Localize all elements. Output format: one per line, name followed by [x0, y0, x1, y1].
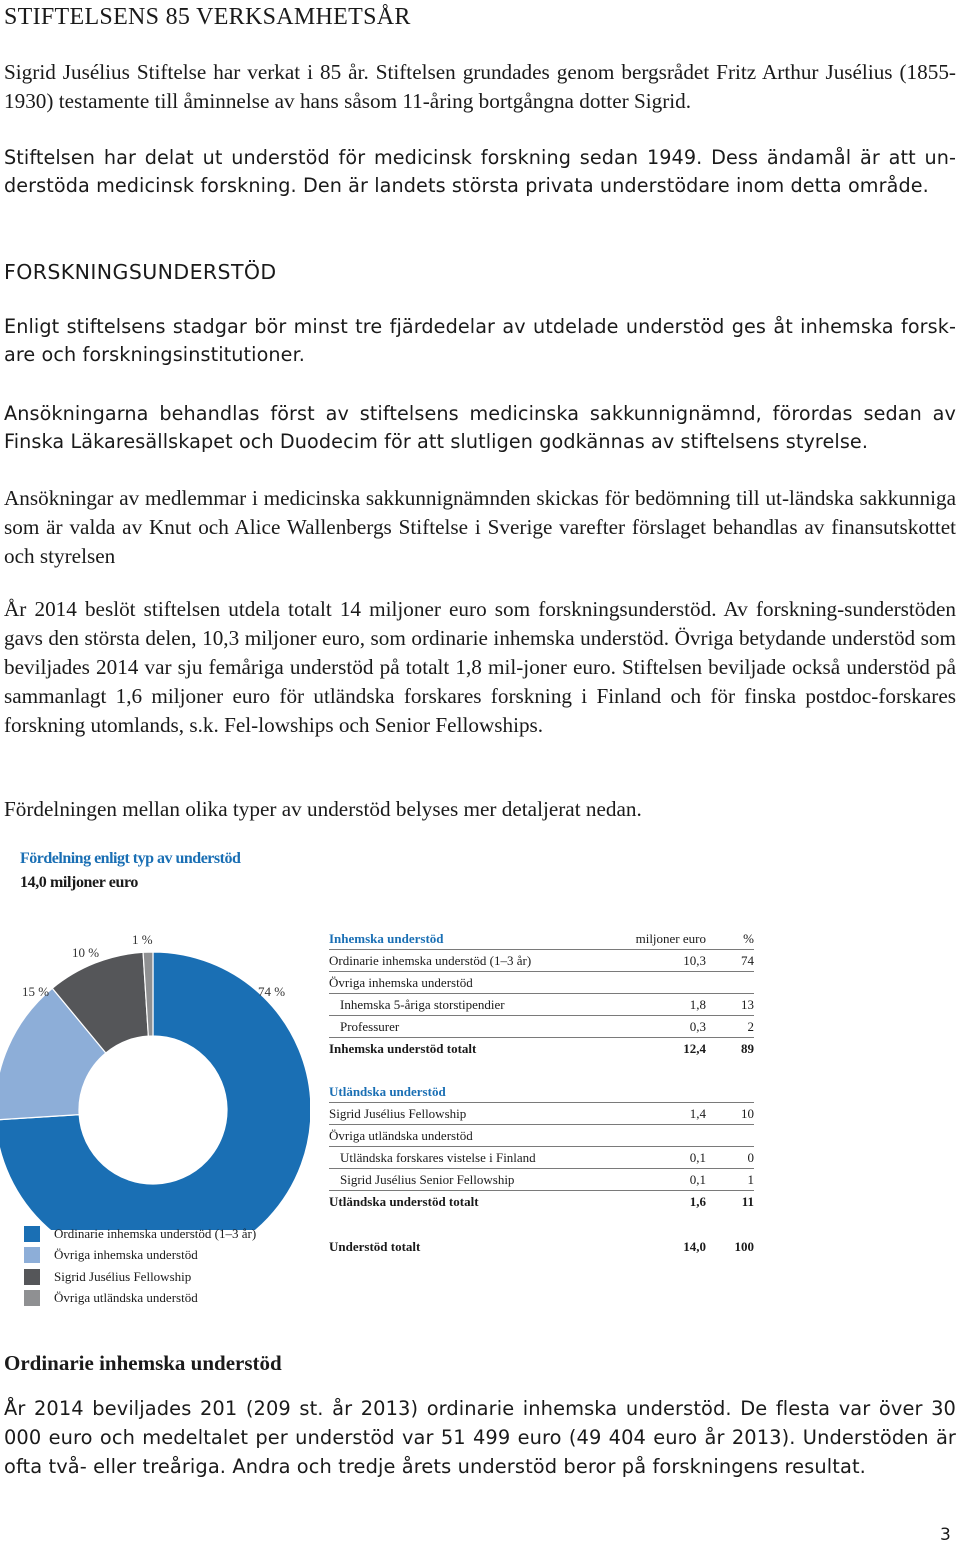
inhemska-total-label: Inhemska understöd totalt	[329, 1040, 477, 1056]
legend-label: Övriga inhemska understöd	[54, 1247, 198, 1263]
row-pct: 2	[706, 1016, 754, 1038]
row-amount	[616, 972, 706, 994]
row-amount: 1,4	[616, 1103, 706, 1125]
inhemska-heading: Inhemska understöd	[329, 928, 616, 950]
legend-item	[24, 1223, 256, 1245]
grand-total-label: Understöd totalt	[329, 1238, 421, 1254]
row-label: Inhemska 5-åriga storstipendier	[329, 994, 616, 1016]
row-pct: 13	[706, 994, 754, 1016]
slice-label: 15 %	[22, 984, 50, 999]
utlandska-total-row	[329, 1191, 754, 1213]
legend-swatch	[24, 1247, 40, 1263]
process-paragraph: Ansökningarna behandlas först av stiftelsens medicinska sakkunnignämnd, förordas sedan av Finska Läkaresällskapet och Duodecim för att slutligen godkännas av stiftelsens styrelse.	[4, 402, 956, 453]
row-label: Professurer	[329, 1016, 616, 1038]
distribution-table	[329, 928, 754, 1257]
legend-label: Övriga utländska understöd	[54, 1290, 198, 1306]
legend-item	[24, 1266, 256, 1288]
intro-paragraph: Sigrid Jusélius Stiftelse har verkat i 85 år. Stiftelsen grundades genom bergsrådet Fritz Arthur Jusélius (1855-1930) testamente till åminnelse av hans såsom 11-åring bortgångna dotter Sigrid.	[4, 60, 956, 113]
slice-label: 74 %	[258, 984, 286, 999]
utlandska-table	[329, 1081, 754, 1212]
row-label: Sigrid Jusélius Senior Fellowship	[329, 1169, 616, 1191]
table-row	[329, 1125, 754, 1147]
purpose-paragraph: Stiftelsen har delat ut understöd för medicinsk forskning sedan 1949. Dess ändamål är att un-derstöda medicinsk forskning. Den är landets största privata understödare inom detta område.	[4, 146, 956, 197]
row-amount: 0,1	[616, 1169, 706, 1191]
slice-label: 10 %	[72, 945, 100, 960]
utlandska-total-label: Utländska understöd totalt	[329, 1193, 479, 1209]
chart-legend	[24, 1223, 256, 1309]
row-amount: 0,1	[616, 1147, 706, 1169]
donut-chart	[0, 900, 310, 1230]
ordinarie-heading: Ordinarie inhemska understöd	[4, 1351, 282, 1375]
table-row	[329, 972, 754, 994]
row-amount	[616, 1125, 706, 1147]
col-amount-header: miljoner euro	[616, 928, 706, 950]
row-amount: 10,3	[616, 950, 706, 972]
row-pct: 0	[706, 1147, 754, 1169]
inhemska-table	[329, 928, 754, 1059]
table-row	[329, 1016, 754, 1038]
utlandska-header-row	[329, 1081, 754, 1103]
legend-swatch	[24, 1269, 40, 1285]
legend-item	[24, 1245, 256, 1267]
table-row	[329, 1169, 754, 1191]
row-amount: 1,8	[616, 994, 706, 1016]
table-row	[329, 950, 754, 972]
grand-total-row	[329, 1236, 754, 1257]
row-label: Övriga utländska understöd	[329, 1125, 616, 1147]
page-number: 3	[940, 1525, 951, 1545]
row-label: Sigrid Jusélius Fellowship	[329, 1103, 616, 1125]
row-pct: 74	[706, 950, 754, 972]
inhemska-header-row	[329, 928, 754, 950]
grand-total-amount: 14,0	[683, 1238, 706, 1254]
row-amount: 0,3	[616, 1016, 706, 1038]
row-label: Utländska forskares vistelse i Finland	[329, 1147, 616, 1169]
statutes-paragraph: Enligt stiftelsens stadgar bör minst tre fjärdedelar av utdelade understöd ges åt inhemska forsk-are och forskningsinstitutioner.	[4, 315, 956, 366]
legend-label: Ordinarie inhemska understöd (1–3 år)	[54, 1225, 257, 1241]
grand-total-table	[329, 1236, 754, 1257]
legend-label: Sigrid Jusélius Fellowship	[54, 1268, 192, 1284]
utlandska-total-pct: 11	[741, 1193, 754, 1209]
ordinarie-paragraph: År 2014 beviljades 201 (209 st. år 2013) ordinarie inhemska understöd. De flesta var över 30 000 euro och medeltalet per understöd var 51 499 euro (49 404 euro år 2013). Understöden är ofta två- eller treåriga. Andra och tredje årets understöd beror på forskningens resultat.	[4, 1397, 956, 1478]
slice-label: 1 %	[132, 932, 153, 947]
legend-swatch	[24, 1290, 40, 1306]
grand-total-pct: 100	[734, 1238, 754, 1254]
chart-title: Fördelning enligt typ av understöd	[20, 850, 241, 867]
col-pct-header: %	[706, 928, 754, 950]
inhemska-total-amount: 12,4	[683, 1040, 706, 1056]
table-row	[329, 1103, 754, 1125]
table-row	[329, 994, 754, 1016]
legend-swatch	[24, 1226, 40, 1242]
chart-subtitle: 14,0 miljoner euro	[20, 874, 138, 891]
table-row	[329, 1147, 754, 1169]
grants-2014-paragraph: År 2014 beslöt stiftelsen utdela totalt 14 miljoner euro som forskningsunderstöd. Av forskning-sunderstöden gavs den största delen, 10,3 miljoner euro, som ordinarie inhemska understöd. Övriga betydande understöd som beviljades 2014 var sju femåriga understöd på totalt 1,8 mil-joner euro. Stiftelsen beviljade också understöd på sammanlagt 1,6 miljoner euro för utländska forskares forskning i Finland och för finska postdoc-forskares forskning utomlands, s.k. Fel-lowships och Senior Fellowships.	[4, 597, 956, 737]
row-pct	[706, 1125, 754, 1147]
row-label: Ordinarie inhemska understöd (1–3 år)	[329, 950, 616, 972]
row-pct: 1	[706, 1169, 754, 1191]
section-heading: FORSKNINGSUNDERSTÖD	[4, 260, 277, 284]
inhemska-total-row	[329, 1038, 754, 1060]
utlandska-heading: Utländska understöd	[329, 1081, 616, 1103]
page-title: STIFTELSENS 85 VERKSAMHETSÅR	[4, 4, 411, 30]
distribution-intro-paragraph: Fördelningen mellan olika typer av understöd belyses mer detaljerat nedan.	[4, 797, 642, 821]
row-label: Övriga inhemska understöd	[329, 972, 616, 994]
row-pct: 10	[706, 1103, 754, 1125]
utlandska-total-amount: 1,6	[689, 1193, 706, 1209]
inhemska-total-pct: 89	[741, 1040, 754, 1056]
foreign-review-paragraph: Ansökningar av medlemmar i medicinska sakkunnignämnden skickas för bedömning till ut-ländska sakkunniga som är valda av Knut och Alice Wallenbergs Stiftelse i Sverige varefter förslaget behandlas av finansutskottet och styrelsen	[4, 486, 956, 568]
row-pct	[706, 972, 754, 994]
legend-item	[24, 1288, 256, 1310]
